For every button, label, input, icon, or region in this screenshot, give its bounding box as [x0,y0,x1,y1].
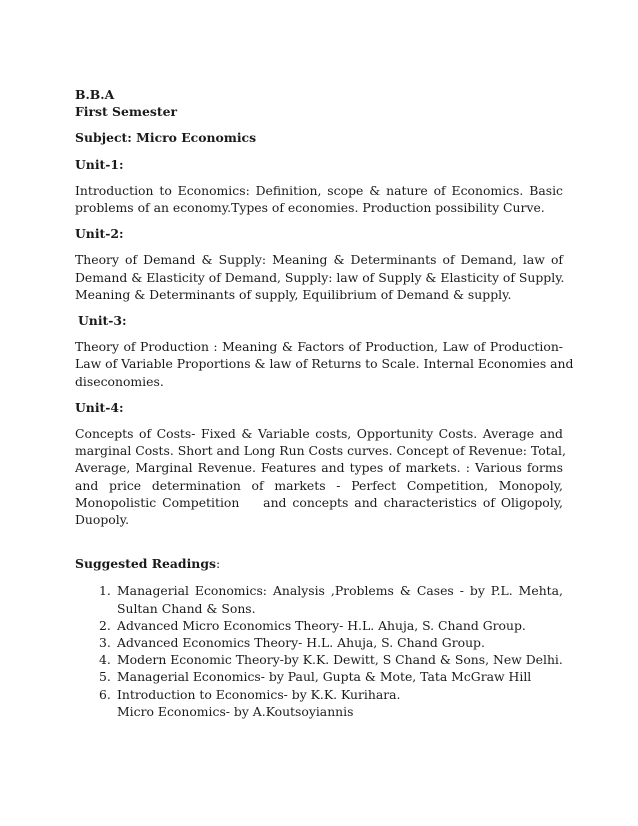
list-item [75,668,563,685]
unit-text-line: and price determination of markets - Perfect Competition, Monopoly, [75,477,563,493]
unit-text-line: marginal Costs. Short and Long Run Costs curves. Concept of Revenue: Total, [75,443,566,459]
list-item-text: Introduction to Economics- by K.K. Kurihara. [117,686,401,702]
unit-4-section [75,399,566,528]
list-number: 5. [99,669,111,685]
suggested-readings-section [75,555,563,720]
list-item [75,634,563,651]
unit-2-section [75,225,563,303]
list-item [75,582,563,616]
unit-text-line: Law of Variable Proportions & law of Returns to Scale. Internal Economies and [75,356,574,372]
list-number: 3. [99,635,111,651]
list-item [75,651,563,668]
list-item-text: Sultan Chand & Sons. [117,600,256,616]
list-item [75,617,563,634]
unit-text-line: Duopoly. [75,512,130,528]
readings-heading: Suggested Readings: [75,556,221,572]
unit-text-line: Theory of Demand & Supply: Meaning & Determinants of Demand, law of [75,252,563,268]
list-number: 2. [99,617,111,633]
unit-heading: Unit-3: [78,313,127,329]
unit-text-line: Introduction to Economics: Definition, scope & nature of Economics. Basic [75,182,563,198]
unit-text-line: Meaning & Determinants of supply, Equilibrium of Demand & supply. [75,286,512,302]
list-item-text: Managerial Economics: Analysis ,Problems & Cases - by P.L. Mehta, [117,583,563,599]
unit-text-line: Theory of Production : Meaning & Factors of Production, Law of Production- [75,339,563,355]
unit-heading: Unit-2: [75,226,124,242]
unit-text-line: Demand & Elasticity of Demand, Supply: law of Supply & Elasticity of Supply. [75,269,565,285]
unit-1-section [75,156,563,217]
list-item [75,686,563,720]
unit-heading: Unit-1: [75,156,124,172]
readings-list [75,582,563,720]
program-name: B.B.A [75,87,115,102]
unit-heading: Unit-4: [75,399,124,415]
list-item-text: Micro Economics- by A.Koutsoyiannis [117,703,354,719]
list-item-text: Modern Economic Theory-by K.K. Dewitt, S Chand & Sons, New Delhi. [117,652,563,668]
document-page [75,86,574,720]
list-number: 6. [99,686,111,702]
semester-label: First Semester [75,104,177,120]
list-item-text: Advanced Economics Theory- H.L. Ahuja, S. Chand Group. [117,635,485,651]
list-number: 1. [99,583,111,599]
list-item-text: Advanced Micro Economics Theory- H.L. Ahuja, S. Chand Group. [117,617,526,633]
subject-title: Subject: Micro Economics [75,130,257,146]
unit-text-line: problems of an economy.Types of economies. Production possibility Curve. [75,200,545,216]
list-number: 4. [99,652,111,668]
unit-3-section [75,312,574,390]
unit-text-line: Average, Marginal Revenue. Features and types of markets. : Various forms [75,460,563,476]
unit-text-line: Concepts of Costs- Fixed & Variable costs, Opportunity Costs. Average and [75,426,563,442]
unit-text-line: Monopolistic Competition and concepts and characteristics of Oligopoly, [75,494,563,510]
list-item-text: Managerial Economics- by Paul, Gupta & Mote, Tata McGraw Hill [117,669,532,685]
unit-text-line: diseconomies. [75,373,164,389]
